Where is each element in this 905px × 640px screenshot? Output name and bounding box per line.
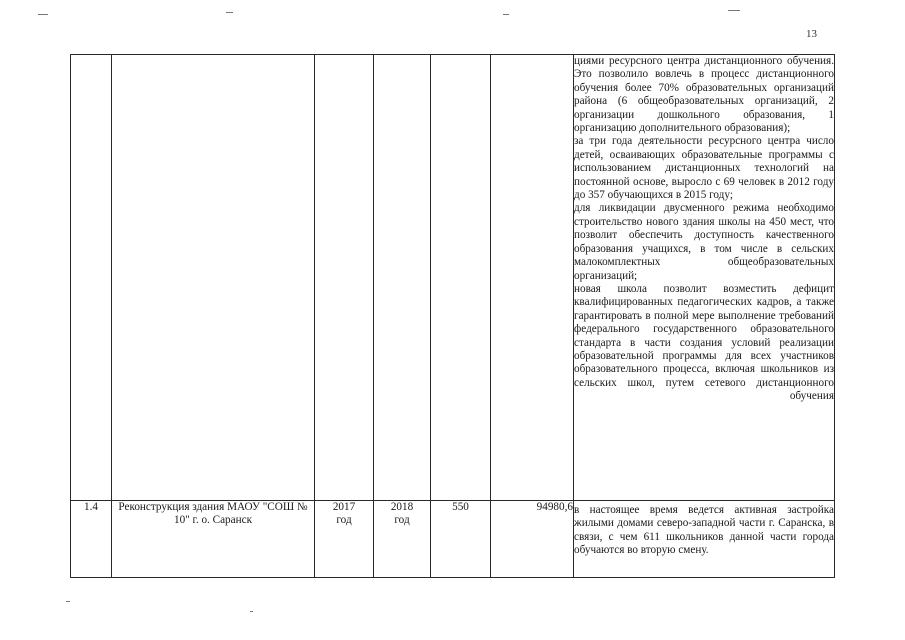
scan-speck: [66, 601, 70, 602]
page-number: 13: [806, 28, 817, 40]
project-name: Реконструкция здания МАОУ "СОШ № 10" г. о. Саранск: [112, 501, 315, 578]
justification-paragraph: для ликвидации двусменного режима необходимо строительство нового здания школы на 450 мест, что позволит обеспечить доступность качественного образования учащихся, в том числе в сельских малокомплектных общеобразовательных организаций;: [574, 202, 834, 282]
end-year-cell: [374, 55, 431, 501]
capacity-cell: [431, 55, 491, 501]
justification-text: в настоящее время ведется активная застройка жилыми домами северо-западной части г. Саранска, в связи, с чем 611 школьников данной части города обучаются во вторую смену.: [574, 501, 835, 578]
table-row-continued: [71, 55, 835, 501]
cost-value: 94980,6: [491, 501, 574, 578]
start-year: [315, 501, 374, 578]
start-year-cell: [315, 55, 374, 501]
end-year-value: 2018: [390, 501, 414, 513]
capacity-value: 550: [431, 501, 491, 578]
justification-paragraph: циями ресурсного центра дистанционного обучения. Это позволило вовлечь в процесс дистанционного обучения более 70% образовательных организаций района (6 общеобразовательных организаций, 2 организации дошкольного образования, 1 организацию дополнительного образования);: [574, 55, 834, 135]
projects-table: [70, 54, 835, 578]
table-row-1-4: [71, 501, 835, 578]
end-year: [374, 501, 431, 578]
start-year-value: 2017: [332, 501, 356, 513]
start-year-unit: год: [336, 514, 352, 527]
number-cell: [71, 55, 112, 501]
scan-speck: [728, 10, 740, 11]
project-name-cell: [112, 55, 315, 501]
scan-speck: [38, 14, 48, 15]
justification-paragraph: за три года деятельности ресурсного центра число детей, осваивающих образовательные программы с использованием дистанционных технологий на постоянной основе, выросло с 69 человек в 2012 году до 357 обучающихся в 2015 году;: [574, 135, 834, 202]
scan-speck: [250, 611, 253, 612]
justification-cell: [574, 55, 835, 501]
justification-paragraph: новая школа позволит возместить дефицит квалифицированных педагогических кадров, а также гарантировать в полной мере выполнение требований федерального государственного образовательного стандарта в части создания условий реализации образовательной программы для всех участников образовательного процесса, включая школьников из сельских школ, путем сетевого дистанционного обучения: [574, 282, 834, 403]
end-year-unit: год: [394, 514, 410, 527]
scan-speck: [226, 12, 233, 13]
scan-speck: [503, 14, 509, 15]
row-number: 1.4: [71, 501, 112, 578]
cost-cell: [491, 55, 574, 501]
